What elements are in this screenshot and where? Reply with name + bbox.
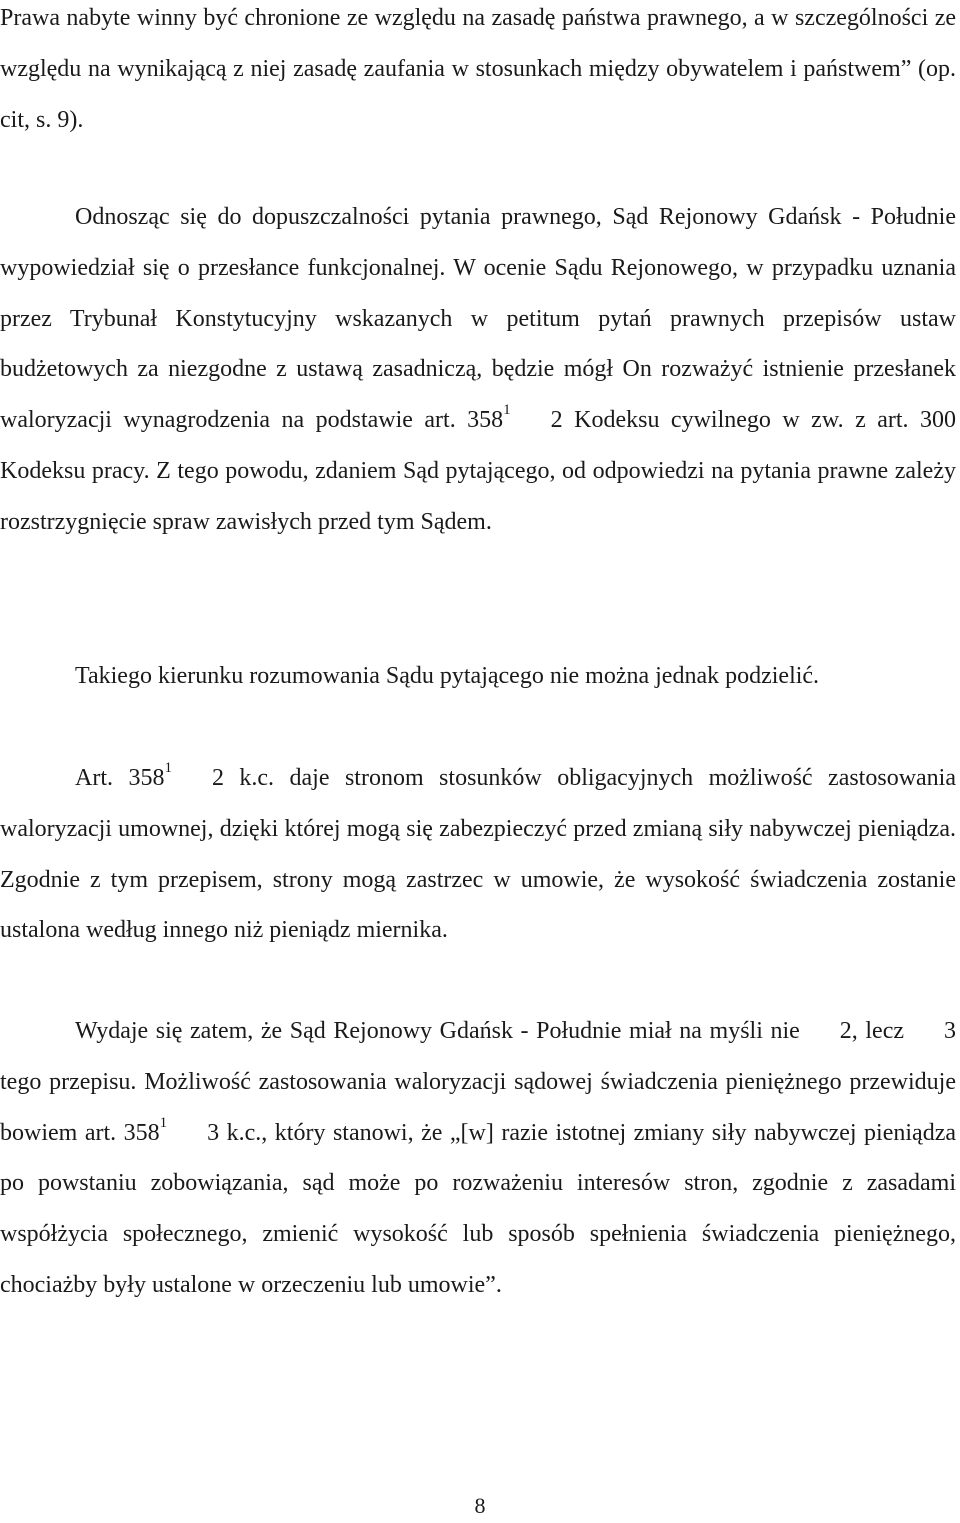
paragraph-2-text-b: 2 Kodeksu cywilnego w zw. z art. 300 Kodeksu pracy. Z tego powodu, zdaniem Sąd pytającego, od odpowiedzi na pytania prawne zależy rozstrzygnięcie spraw zawisłych przed tym Sądem. [0, 407, 956, 535]
paragraph-1 [0, 0, 956, 145]
superscript-1: 1 [503, 402, 511, 419]
page-number: 8 [474, 1493, 486, 1518]
paragraph-5-text-a: Wydaje się zatem, że Sąd Rejonowy Gdańsk - Południe miał na myśli [75, 1018, 763, 1044]
paragraph-4-text-a: Art. 358 [75, 765, 165, 791]
paragraph-5-text-d: 3 k.c., który stanowi, że „[w] razie istotnej zmiany siły nabywczej pieniądza po powstaniu zobowiązania, sąd może po rozważeniu interesów stron, zgodnie z zasadami współżycia społecznego, zmienić wysokość lub sposób spełnienia świadczenia pieniężnego, chociażby były ustalone w orzeczeniu lub umowie”. [0, 1119, 956, 1298]
superscript-3: 1 [159, 1114, 168, 1131]
paragraph-3-text: Takiego kierunku rozumowania Sądu pytającego nie można jednak podzielić. [75, 663, 820, 689]
paragraph-5-text-b: 2, lecz [839, 1018, 905, 1044]
paragraph-5-text-nie: nie [770, 1018, 800, 1044]
paragraph-4-text-b: 2 k.c. daje stronom stosunków obligacyjnych możliwość zastosowania waloryzacji umownej, dzięki której mogą się zabezpieczyć przed zmianą siły nabywczej pieniądza. Zgodnie z tym przepisem, strony mogą zastrzec w umowie, że wysokość świadczenia zostanie ustalona według innego niż pieniądz miernika. [0, 765, 956, 944]
paragraph-5-text-c: 3 tego przepisu. Możliwość zastosowania waloryzacji sądowej świadczenia pieniężnego przewiduje bowiem art. 358 [0, 1018, 957, 1146]
paragraph-4 [0, 753, 956, 956]
paragraph-2-text-a: Odnosząc się do dopuszczalności pytania prawnego, Sąd Rejonowy Gdańsk - Południe wypowiedział się o przesłance funkcjonalnej. W ocenie Sądu Rejonowego, w przypadku uznania przez Trybunał Konstytucyjny wskazanych w petitum pytań prawnych przepisów ustaw budżetowych za niezgodne z ustawą zasadniczą, będzie mógł On rozważyć istnienie przesłanek waloryzacji wynagrodzenia na podstawie art. 358 [0, 204, 956, 434]
paragraph-2 [0, 192, 956, 548]
paragraph-1-text: Prawa nabyte winny być chronione ze względu na zasadę państwa prawnego, a w szczególności ze względu na wynikającą z niej zasadę zaufania w stosunkach między obywatelem i państwem” (op. cit, s. 9). [0, 5, 956, 133]
superscript-2: 1 [164, 760, 172, 776]
paragraph-5 [0, 1006, 956, 1311]
paragraph-3 [0, 651, 956, 702]
